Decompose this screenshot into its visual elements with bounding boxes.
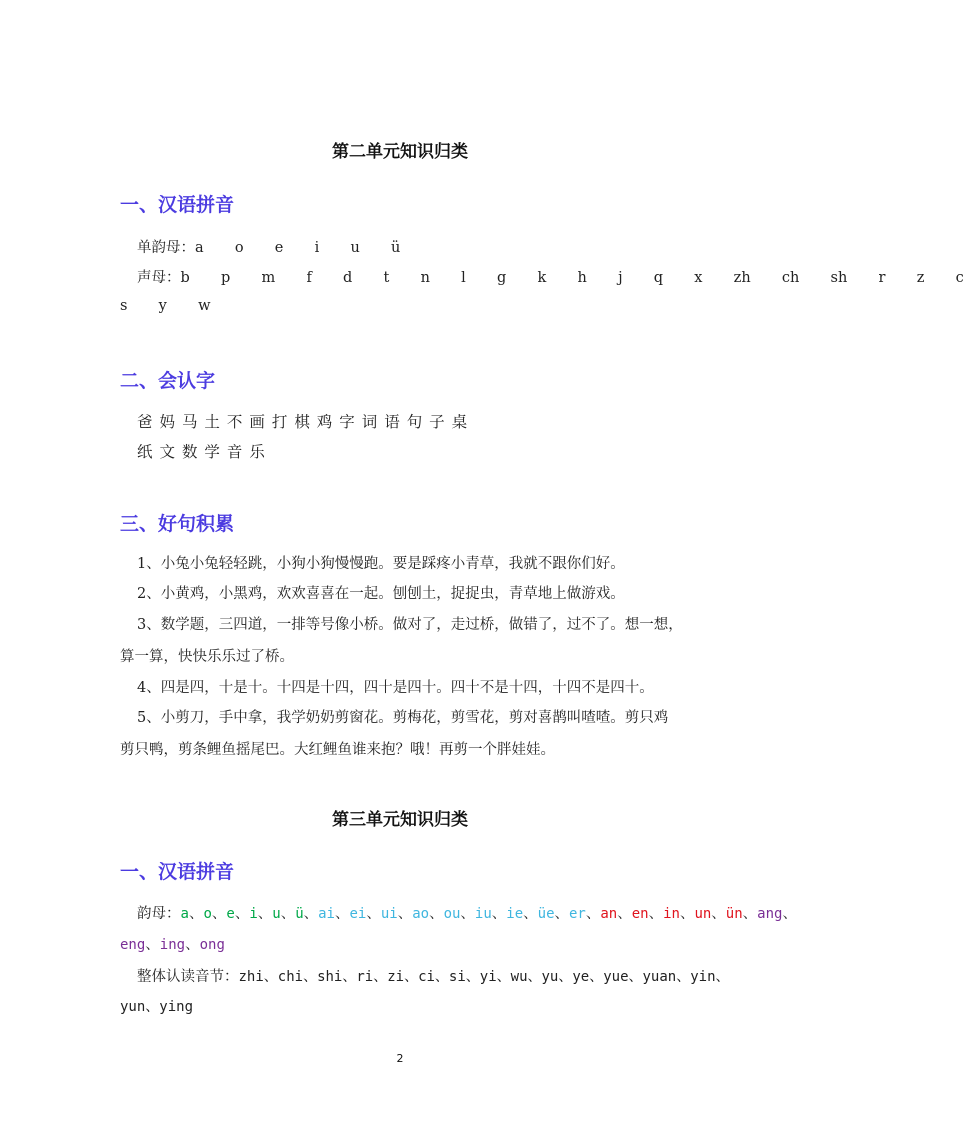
yunmu-er: er [569,906,586,922]
page-number: 2 [396,1052,404,1065]
yunmu-an: an [600,906,618,922]
dan-yunmu-label: 单韵母： [137,240,195,256]
shengmu-values-1: b p m f d t n l g k h j q x zh ch sh r z c [180,270,964,286]
yunmu-ou: ou [443,906,461,922]
separator: 、 [742,906,758,922]
sentence-5-cont: 剪只鸭，剪条鲤鱼摇尾巴。大红鲤鱼谁来抱？哦！再剪一个胖娃娃。 [120,742,555,758]
zhengti-values-2: yun、ying [120,999,194,1015]
yunmu-ei: ei [349,906,367,922]
yunmu-a: a [180,906,189,922]
yunmu-üe: üe [537,906,555,922]
separator: 、 [782,906,797,922]
yunmu-ao: ao [412,906,430,922]
yunmu-ün: ün [725,906,743,922]
dan-yunmu-values: a o e i u ü [195,240,401,256]
separator: 、 [303,906,319,922]
separator: 、 [234,906,250,922]
separator: 、 [523,906,538,922]
separator: 、 [366,906,381,922]
unit2-pinyin-heading: 一、汉语拼音 [120,194,235,216]
separator: 、 [397,906,413,922]
yunmu-u: u [272,906,281,922]
separator: 、 [460,906,475,922]
separator: 、 [554,906,569,922]
separator: 、 [211,906,227,922]
separator: 、 [257,906,273,922]
separator: 、 [334,906,350,922]
sentence-1: 1、小兔小兔轻轻跳，小狗小狗慢慢跑。要是踩疼小青草，我就不跟你们好。 [137,556,625,572]
sentence-3-cont: 算一算，快快乐乐过了桥。 [120,649,294,665]
yunmu-items [181,906,797,922]
separator: 、 [429,906,444,922]
separator: 、 [185,937,200,953]
yunmu-ai: ai [318,906,335,922]
yunmu-ong: ong [199,937,225,953]
shengmu-label: 声母： [137,270,181,286]
yunmu-line-1 [137,902,797,923]
separator: 、 [711,906,726,922]
zhengti-line-1 [137,965,730,986]
yunmu-eng: eng [120,937,146,953]
shengmu-line-1 [137,266,964,287]
yunmu-en: en [631,906,649,922]
yunmu-ing: ing [159,937,186,953]
yunmu-in: in [663,906,680,922]
unit2-characters-heading: 二、会认字 [120,370,216,392]
yunmu-ang: ang [757,906,783,922]
zhengti-values-1: zhi、chi、shi、ri、zi、ci、si、yi、wu、yu、ye、yue、yuan、yin、 [238,969,730,985]
unit2-title: 第二单元知识归类 [332,142,468,162]
yunmu-label: 韵母： [137,906,181,922]
unit2-sentences-heading: 三、好句积累 [120,513,235,535]
yunmu-ui: ui [380,906,398,922]
shengmu-values-2: s y w [120,298,211,314]
unit3-title: 第三单元知识归类 [332,810,468,830]
yunmu-i: i [249,906,258,922]
separator: 、 [145,937,160,953]
dan-yunmu-line [137,236,400,257]
unit3-pinyin-heading: 一、汉语拼音 [120,861,235,883]
separator: 、 [679,906,695,922]
separator: 、 [648,906,664,922]
yunmu-ü: ü [295,906,304,922]
separator: 、 [188,906,204,922]
separator: 、 [280,906,296,922]
yunmu-ie: ie [506,906,524,922]
characters-line-2: 纸文数学音乐 [137,443,272,461]
sentence-3: 3、数学题，三四道，一排等号像小桥。做对了，走过桥，做错了，过不了。想一想， [137,617,683,633]
yunmu-e: e [226,906,235,922]
sentence-4: 4、四是四，十是十。十四是十四，四十是四十。四十不是十四，十四不是四十。 [137,680,654,696]
yunmu-line-2 [120,933,225,954]
zhengti-label: 整体认读音节： [137,969,239,985]
sentence-5: 5、小剪刀，手中拿，我学奶奶剪窗花。剪梅花，剪雪花，剪对喜鹊叫喳喳。剪只鸡 [137,710,669,726]
yunmu-iu: iu [474,906,492,922]
yunmu-un: un [694,906,712,922]
characters-line-1: 爸妈马土不画打棋鸡字词语句子桌 [137,413,475,431]
yunmu-o: o [203,906,212,922]
separator: 、 [585,906,601,922]
sentence-2: 2、小黄鸡，小黑鸡，欢欢喜喜在一起。刨刨土，捉捉虫，青草地上做游戏。 [137,586,625,602]
separator: 、 [617,906,632,922]
separator: 、 [491,906,507,922]
